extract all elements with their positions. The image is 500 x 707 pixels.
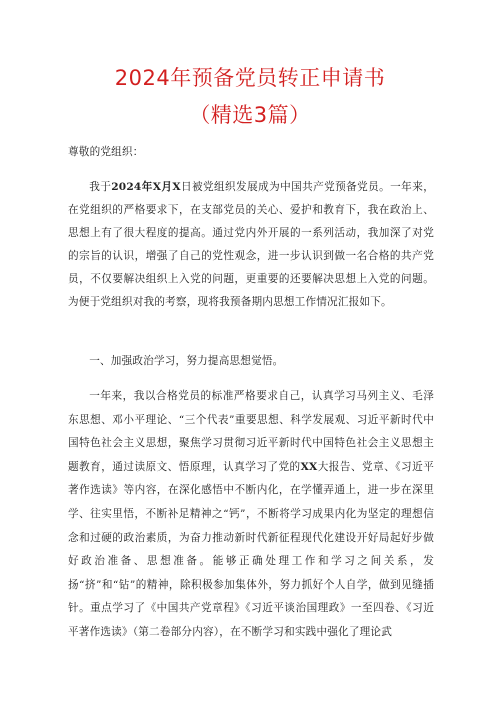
paragraph-intro xyxy=(68,176,434,314)
salutation: 尊敬的党组织： xyxy=(68,146,144,158)
paragraph-intro-date: 2024年X月X xyxy=(111,181,181,193)
paragraph-section-1-pre: 一年来，我以合格党员的标准严格要求自己，认真学习马列主义、毛泽东思想、邓小平理论、“三个代表”重要思想、科学发展观、习近平新时代中国特色社会主义思想，聚焦学习贯彻习近平新时代中国特色社会主义思想主题教育，通过读原文、悟原理，认真学习了党的 xyxy=(68,390,434,473)
paragraph-section-1-bold: XX xyxy=(300,460,318,473)
paragraph-section-1-post: 大报告、党章、《习近平著作选读》等内容，在深化感悟中不断内化，在学懂弄通上，进一步在深里学、往实里悟，不断补足精神之“钙”，不断将学习成果内化为坚定的理想信念和过硬的政治素质，为奋力推动新时代新征程现代化建设开好局起好步做好政治准备、思想准备。能够正确处理工作和学习之间关系，发扬“挤”和“钻”的精神，除积极参加集体外，努力抓好个人自学，做到见缝插针。重点学习了《中国共产党章程》《习近平谈治国理政》一至四卷、《习近平著作选读》（第二卷部分内容），在不断学习和实践中强化了理论武 xyxy=(68,460,434,638)
document-subtitle: （精选3篇） xyxy=(189,103,311,127)
paragraph-intro-pre: 我于 xyxy=(89,181,112,193)
paragraph-section-1 xyxy=(68,385,434,645)
section-heading-1: 一、加强政治学习，努力提高思想觉悟。 xyxy=(89,355,284,367)
document-title: 2024年预备党员转正申请书 xyxy=(114,66,386,90)
paragraph-intro-post: 日被党组织发展成为中国共产党预备党员。一年来，在党组织的严格要求下，在支部党员的关心、爱护和教育下，我在政治上、思想上有了很大程度的提高。通过党内外开展的一系列活动，我加深了对党的宗旨的认识，增强了自己的党性观念，进一步认识到做一名合格的共产党员，不仅要解决组织上入党的问题，更重要的还要解决思想上入党的问题。为便于党组织对我的考察，现将我预备期内思想工作情况汇报如下。 xyxy=(68,181,434,308)
